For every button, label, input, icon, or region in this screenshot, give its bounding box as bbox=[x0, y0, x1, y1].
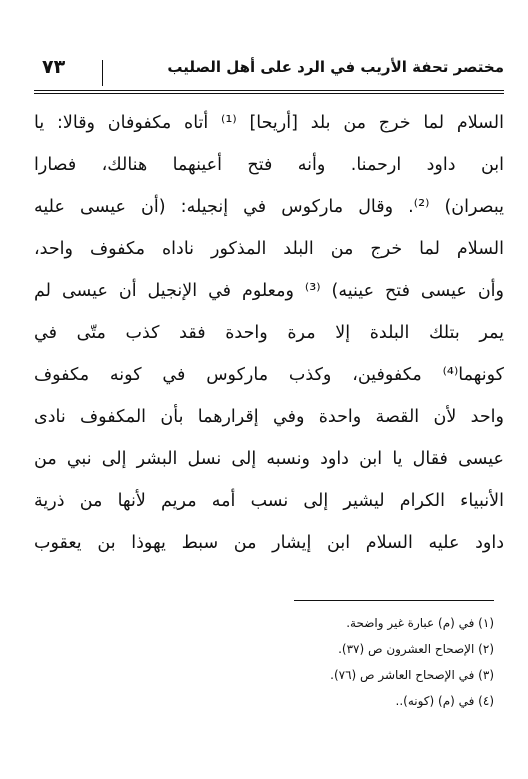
footnote-item: (١) في (م) عبارة غير واضحة. bbox=[346, 616, 494, 630]
header-separator bbox=[102, 60, 103, 86]
body-line: يبصران) ⁽²⁾. وقال ماركوس في إنجيله: (أن عيسى عليه bbox=[34, 197, 504, 217]
page-number: ٧٣ bbox=[42, 56, 66, 78]
body-line: السلام لما خرج من البلد المذكور ناداه مكفوف واحد، bbox=[34, 239, 504, 259]
footnote-divider bbox=[294, 600, 494, 601]
body-line: الأنبياء الكرام ليشير إلى نسب أمه مريم لأنها من ذرية bbox=[34, 491, 504, 511]
footnotes bbox=[24, 610, 494, 714]
body-line: وأن عيسى فتح عينيه) ⁽³⁾ ومعلوم في الإنجيل أن عيسى لم bbox=[34, 281, 504, 301]
body-line: واحد لأن القصة واحدة وفي إقرارهما بأن المكفوف نادى bbox=[34, 407, 504, 427]
body-line: السلام لما خرج من بلد [أريحا] ⁽¹⁾ أتاه مكفوفان وقالا: يا bbox=[34, 113, 504, 133]
body-line: ابن داود ارحمنا. وأنه فتح أعينهما هنالك، فصارا bbox=[34, 155, 504, 175]
running-header bbox=[34, 56, 504, 94]
header-title: مختصر تحفة الأريب في الرد على أهل الصليب bbox=[167, 58, 504, 76]
body-line: كونهما⁽⁴⁾ مكفوفين، وكذب ماركوس في كونه مكفوف bbox=[34, 365, 504, 385]
footnote-item: (٤) في (م) (كونه).. bbox=[395, 694, 494, 708]
body-line: عيسى فقال يا ابن داود ونسبه إلى نسل البشر إلى نبي من bbox=[34, 449, 504, 469]
body-line: يمر بتلك البلدة إلا مرة واحدة فقد كذب متّى في bbox=[34, 323, 504, 343]
body-line: داود عليه السلام ابن إيشار من سبط يهوذا بن يعقوب bbox=[34, 533, 504, 553]
footnote-item: (٣) في الإصحاح العاشر ص (٧٦). bbox=[330, 668, 494, 682]
body-text bbox=[34, 102, 504, 564]
footnote-item: (٢) الإصحاح العشرون ص (٣٧). bbox=[338, 642, 494, 656]
